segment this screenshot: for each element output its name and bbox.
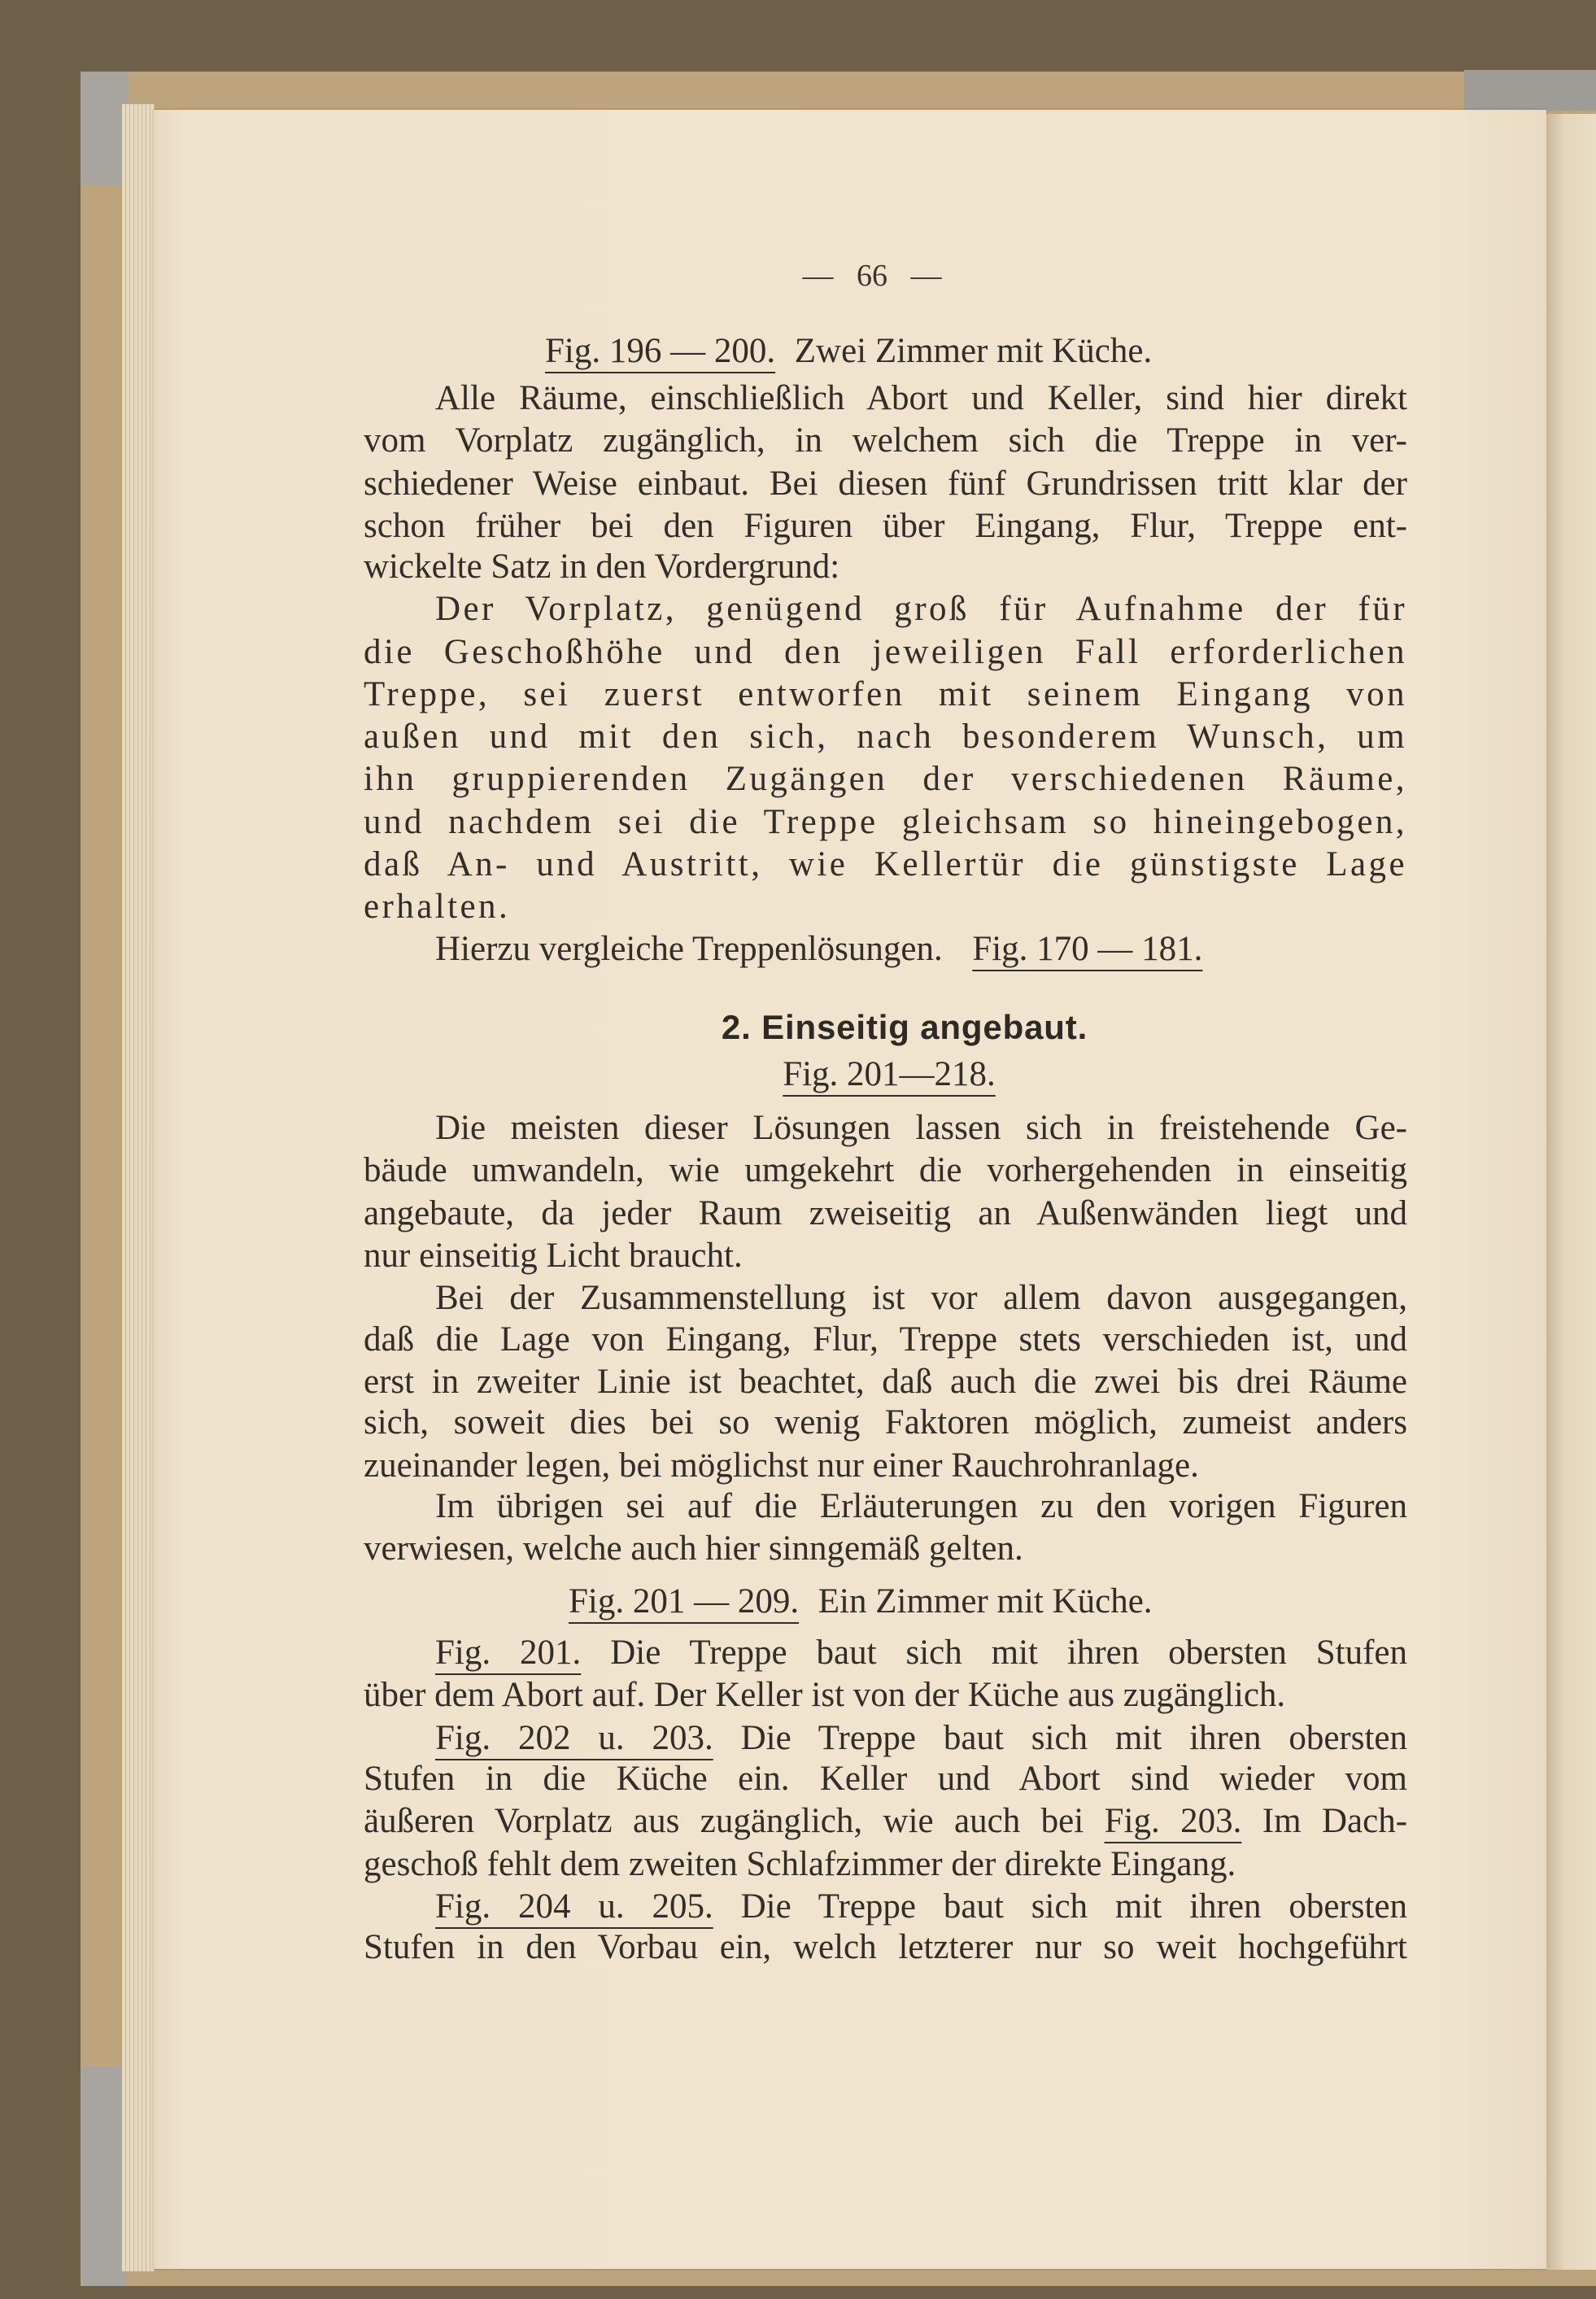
text-line: Die meisten dieser Lösungen lassen sich in freistehende Ge- xyxy=(435,1109,1407,1147)
cloth-corner-top-left xyxy=(81,72,128,185)
figure-caption xyxy=(545,330,1152,373)
text-line: daß die Lage von Eingang, Flur, Treppe stets verschieden ist, und xyxy=(364,1320,1407,1359)
text-line: schon früher bei den Figuren über Eingang, Flur, Treppe ent- xyxy=(364,507,1407,545)
cloth-strip-top-right xyxy=(1464,70,1596,111)
adjacent-page xyxy=(1546,114,1596,2270)
text-line: außen und mit den sich, nach besonderem Wunsch, um xyxy=(364,718,1407,756)
text-line: geschoß fehlt dem zweiten Schlafzimmer der direkte Eingang. xyxy=(364,1845,1236,1883)
page-number: — 66 — xyxy=(802,259,942,293)
fig-reference: Fig. 170 — 181. xyxy=(972,930,1203,968)
text-line: wickelte Satz in den Vordergrund: xyxy=(364,547,840,586)
text-segment: äußeren Vorplatz aus zugänglich, wie auch bei xyxy=(364,1802,1084,1840)
text-segment: Im Dach- xyxy=(1262,1802,1408,1840)
text-line: Treppe, sei zuerst entworfen mit seinem Eingang von xyxy=(364,675,1407,713)
text-line: Der Vorplatz, genügend groß für Aufnahme der für xyxy=(435,590,1407,628)
text-line: Im übrigen sei auf die Erläuterungen zu den vorigen Figuren xyxy=(435,1487,1407,1525)
text-line: vom Vorplatz zugänglich, in welchem sich die Treppe in ver- xyxy=(364,421,1407,460)
figure-range xyxy=(783,1054,996,1096)
text-segment: Hierzu vergleiche Treppenlösungen. xyxy=(435,930,943,968)
text-line: sich, soweit dies bei so wenig Faktoren möglich, zumeist anders xyxy=(364,1403,1407,1442)
text-line xyxy=(435,1717,1407,1760)
text-line: zueinander legen, bei möglichst nur einer Rauchrohranlage. xyxy=(364,1446,1199,1485)
text-line: Alle Räume, einschließlich Abort und Keller, sind hier direkt xyxy=(435,379,1407,417)
text-line: angebaute, da jeder Raum zweiseitig an Außenwänden liegt und xyxy=(364,1194,1407,1232)
section-heading: 2. Einseitig angebaut. xyxy=(721,1008,1088,1046)
text-line: und nachdem sei die Treppe gleichsam so hineingebogen, xyxy=(364,803,1407,841)
text-line: Stufen in den Vorbau ein, welch letzterer nur so weit hochgeführt xyxy=(364,1928,1407,1966)
text-line: Bei der Zusammenstellung ist vor allem davon ausgegangen, xyxy=(435,1279,1407,1317)
text-line: die Geschoßhöhe und den jeweiligen Fall erforderlichen xyxy=(364,633,1407,671)
text-line: über dem Abort auf. Der Keller ist von der Küche aus zugänglich. xyxy=(364,1676,1286,1714)
fig-reference: Fig. 196 — 200. xyxy=(545,332,776,370)
text-line: nur einseitig Licht braucht. xyxy=(364,1237,743,1275)
fig-reference: Fig. 201. xyxy=(435,1634,582,1672)
fig-reference: Fig. 201 — 209. xyxy=(569,1582,800,1621)
figure-caption xyxy=(569,1581,1153,1623)
text-line: erst in zweiter Linie ist beachtet, daß auch die zwei bis drei Räume xyxy=(364,1363,1407,1401)
caption-title: Zwei Zimmer mit Küche. xyxy=(794,332,1153,370)
text-segment: Die Treppe baut sich mit ihren obersten xyxy=(740,1887,1408,1926)
text-line: schiedener Weise einbaut. Bei diesen fünf Grundrissen tritt klar der xyxy=(364,465,1407,503)
fig-reference: Fig. 204 u. 205. xyxy=(435,1887,713,1926)
text-line xyxy=(435,1632,1407,1674)
fig-reference: Fig. 201—218. xyxy=(783,1055,996,1093)
text-line: erhalten. xyxy=(364,888,511,926)
caption-title: Ein Zimmer mit Küche. xyxy=(818,1582,1153,1621)
text-segment: Die Treppe baut sich mit ihren obersten xyxy=(740,1719,1408,1757)
text-line xyxy=(435,1886,1407,1928)
text-line: daß An- und Austritt, wie Kellertür die günstigste Lage xyxy=(364,845,1407,883)
text-line: ihn gruppierenden Zugängen der verschiedenen Räume, xyxy=(364,760,1407,798)
text-line: verwiesen, welche auch hier sinngemäß gelten. xyxy=(364,1529,1023,1568)
text-segment: Die Treppe baut sich mit ihren obersten Stufen xyxy=(610,1634,1407,1672)
page-edges xyxy=(122,104,155,2271)
text-line: Stufen in die Küche ein. Keller und Abort sind wieder vom xyxy=(364,1760,1407,1798)
text-line xyxy=(435,928,1407,971)
fig-reference: Fig. 203. xyxy=(1104,1802,1242,1840)
text-line xyxy=(364,1800,1407,1843)
fig-reference: Fig. 202 u. 203. xyxy=(435,1719,713,1757)
text-line: bäude umwandeln, wie umgekehrt die vorhergehenden in einseitig xyxy=(364,1151,1407,1189)
cloth-corner-bottom-left xyxy=(81,2066,124,2286)
